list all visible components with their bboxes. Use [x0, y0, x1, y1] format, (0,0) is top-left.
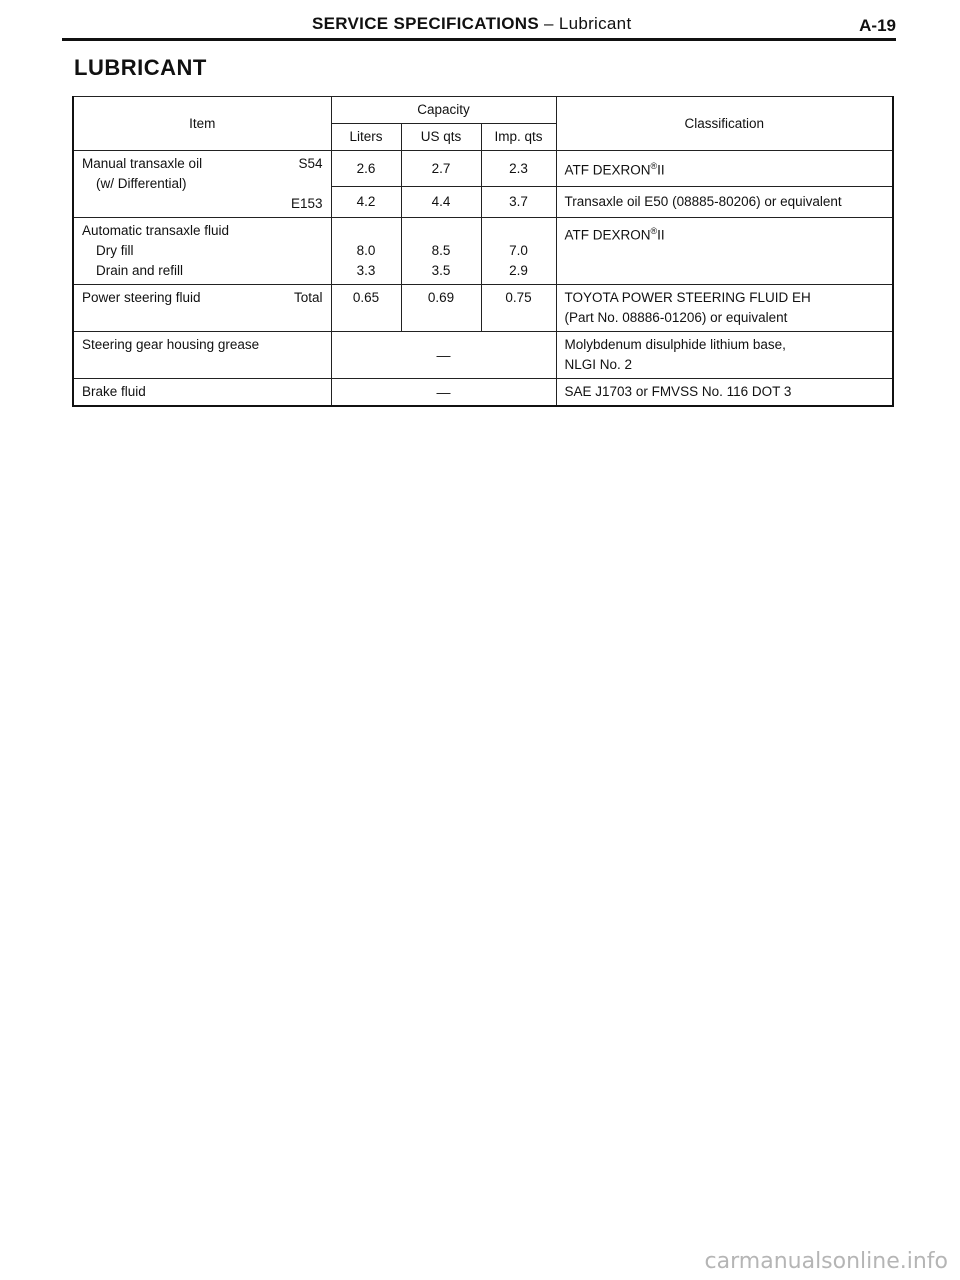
table-row-automatic — [73, 218, 893, 285]
manual-transaxle-item — [73, 151, 331, 218]
header-capacity: Capacity — [331, 97, 556, 124]
manual-e153-us-qts: 4.4 — [401, 187, 481, 218]
power-steering-us-qts: 0.69 — [401, 285, 481, 332]
automatic-dry-fill-label: Dry fill — [96, 243, 134, 258]
manual-e153-liters: 4.2 — [331, 187, 401, 218]
table-row-brake-fluid — [73, 379, 893, 407]
header-title-main: SERVICE SPECIFICATIONS — [312, 14, 540, 33]
automatic-dry-us-qts: 8.5 — [431, 243, 451, 258]
automatic-class-text: ATF DEXRON — [564, 227, 651, 243]
header-imp-qts: Imp. qts — [481, 124, 556, 151]
brake-fluid-item: Brake fluid — [73, 379, 331, 407]
automatic-dry-liters: 8.0 — [356, 243, 376, 258]
page-header — [62, 10, 896, 38]
power-steering-label: Power steering fluid — [82, 290, 201, 305]
automatic-drain-refill-label: Drain and refill — [96, 263, 184, 278]
page-number: A-19 — [859, 16, 896, 35]
table-row-manual-s54 — [73, 151, 893, 187]
power-steering-item — [73, 285, 331, 332]
lubricant-spec-table — [72, 96, 894, 407]
header-classification: Classification — [556, 97, 893, 151]
automatic-drain-liters: 3.3 — [356, 263, 376, 278]
automatic-dry-imp-qts: 7.0 — [509, 243, 528, 258]
header-us-qts: US qts — [401, 124, 481, 151]
steering-gear-classification — [556, 332, 893, 379]
automatic-us-qts — [401, 218, 481, 285]
section-title: LUBRICANT — [74, 55, 207, 80]
power-steering-liters: 0.65 — [331, 285, 401, 332]
table-row-steering-gear — [73, 332, 893, 379]
automatic-classification — [556, 218, 893, 285]
manual-e153-imp-qts: 3.7 — [481, 187, 556, 218]
manual-s54-class-suffix: II — [657, 162, 665, 178]
manual-variant-code-e153: E153 — [290, 196, 323, 211]
power-steering-class-line1: TOYOTA POWER STEERING FLUID EH — [564, 290, 811, 305]
registered-mark: ® — [650, 161, 658, 172]
automatic-class-suffix: II — [657, 227, 665, 243]
power-steering-class-line2: (Part No. 08886-01206) or equivalent — [564, 310, 788, 325]
automatic-imp-qts — [481, 218, 556, 285]
manual-s54-classification — [556, 151, 893, 187]
header-title-sub: Lubricant — [558, 14, 632, 33]
manual-variant-code-s54: S54 — [298, 156, 323, 171]
table-header-row — [73, 97, 893, 124]
automatic-drain-imp-qts: 2.9 — [509, 263, 528, 278]
steering-gear-capacity: — — [331, 332, 556, 379]
header-item: Item — [73, 97, 331, 151]
steering-gear-class-line1: Molybdenum disulphide lithium base, — [564, 337, 786, 352]
brake-fluid-capacity: — — [331, 379, 556, 407]
header-title-separator: – — [539, 14, 559, 33]
manual-e153-classification: Transaxle oil E50 (08885-80206) or equivalent — [556, 187, 893, 218]
manual-s54-liters: 2.6 — [331, 151, 401, 187]
watermark: carmanualsonline.info — [704, 1249, 948, 1274]
brake-fluid-classification: SAE J1703 or FMVSS No. 116 DOT 3 — [556, 379, 893, 407]
header-liters: Liters — [331, 124, 401, 151]
manual-s54-imp-qts: 2.3 — [481, 151, 556, 187]
table-row-power-steering — [73, 285, 893, 332]
manual-s54-us-qts: 2.7 — [401, 151, 481, 187]
page-header-title — [312, 14, 631, 34]
power-steering-qualifier: Total — [293, 290, 323, 305]
manual-s54-class-text: ATF DEXRON — [564, 162, 651, 178]
steering-gear-item: Steering gear housing grease — [73, 332, 331, 379]
manual-transaxle-label: Manual transaxle oil — [82, 156, 203, 171]
automatic-drain-us-qts: 3.5 — [431, 263, 451, 278]
header-rule — [62, 38, 896, 41]
manual-transaxle-sublabel: (w/ Differential) — [96, 176, 187, 191]
steering-gear-class-line2: NLGI No. 2 — [564, 357, 633, 372]
registered-mark: ® — [650, 226, 658, 236]
automatic-transaxle-item — [73, 218, 331, 285]
power-steering-classification — [556, 285, 893, 332]
automatic-liters — [331, 218, 401, 285]
automatic-transaxle-label: Automatic transaxle fluid — [82, 223, 230, 238]
power-steering-imp-qts: 0.75 — [481, 285, 556, 332]
